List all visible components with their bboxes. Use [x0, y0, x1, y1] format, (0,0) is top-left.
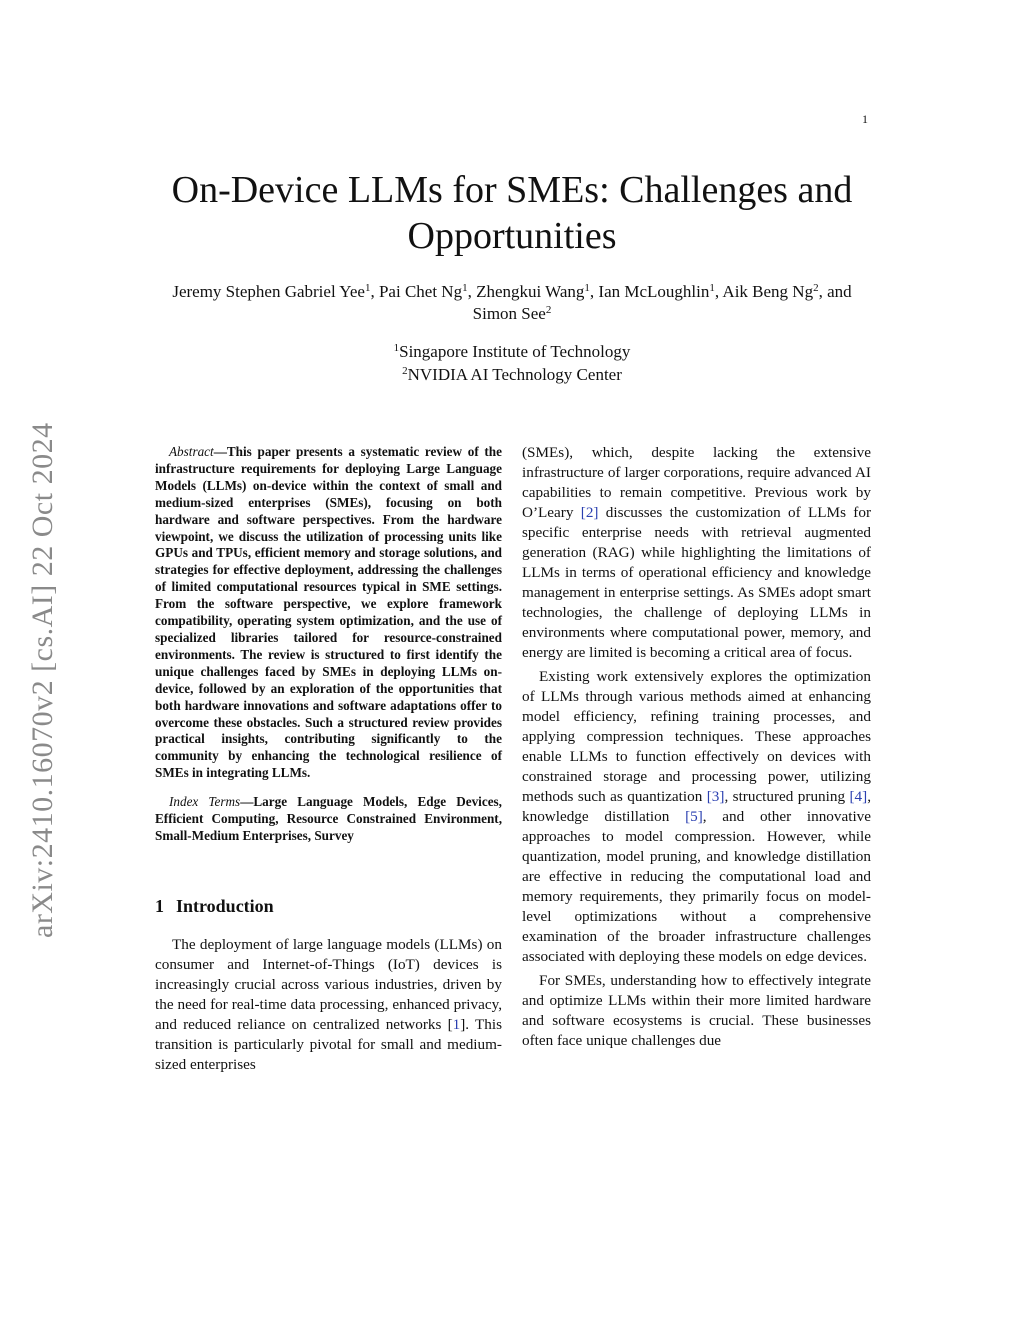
- author: Simon See$^2$: [472, 304, 552, 323]
- section-heading-introduction: 1 Introduction: [155, 895, 274, 916]
- index-terms-label: Index Terms: [169, 794, 241, 810]
- arxiv-identifier-stamp: arXiv:2410.16070v2 [cs.AI] 22 Oct 2024: [26, 422, 59, 938]
- body-paragraph: (SMEs), which, despite lacking the extensive infrastructure of larger corporations, require advanced AI capabilities to remain competitive. Previous work by O’Leary [2] discusses the customization of LLMs for specific enterprise needs with retrieval augmented generation (RAG) while highlighting the limitations of LLMs in terms of operational efficiency and knowledge management in enterprise settings. As SMEs adopt smart technologies, the challenge of deploying LLMs in environments where computational power, memory, and energy are limited is becoming a critical area of focus.: [522, 444, 871, 661]
- right-column: [522, 443, 871, 1051]
- author: Zhengkui Wang$^1$,: [476, 282, 599, 301]
- affiliation: $^1$Singapore Institute of Technology: [393, 342, 631, 361]
- citation-link[interactable]: 1: [452, 1015, 461, 1033]
- abstract-label: Abstract: [169, 444, 214, 459]
- affiliation-list: [150, 340, 874, 386]
- paper-title: On-Device LLMs for SMEs: Challenges and Opportunities: [171, 169, 853, 257]
- page-number: 1: [862, 112, 868, 126]
- abstract-text: —This paper presents a systematic review of the infrastructure requirements for deploying Large Language Models (LLMs) on-device within the context of small and medium-sized enterprises (SMEs), focusing on both hardware and software perspectives. From the hardware viewpoint, we discuss the utilization of processing units like GPUs and TPUs, efficient memory and storage solutions, and strategies for effective deployment, addressing the challenges of limited computational resources typical in SME settings. From the software perspective, we explore framework compatibility, operating system optimization, and the use of specialized libraries tailored for resource-constrained environments. The review is structured to first identify the unique challenges faced by SMEs in deploying LLMs on-device, followed by an exploration of the opportunities that both hardware innovations and software adaptations offer to overcome these obstacles. Such a structured review provides practical insights, contributing significantly to the community by enhancing the technological resilience of SMEs in integrating LLMs.: [155, 444, 502, 781]
- author: Aik Beng Ng$^2$, and: [722, 282, 852, 301]
- citation-link[interactable]: [3]: [706, 788, 725, 805]
- affiliation: $^2$NVIDIA AI Technology Center: [402, 365, 622, 384]
- body-paragraph: Existing work extensively explores the optimization of LLMs through various methods aimed at enhancing model efficiency, refining training processes, and applying compression techniques. These approaches enable LLMs to function effectively on devices with constrained storage and processing power, utilizing methods such as quantization [3], structured pruning [4], knowledge distillation [5], and other innovative approaches to model compression. However, while quantization, model pruning, and knowledge distillation are effective in reducing the computational load and memory requirements, they primarily focus on model-level optimizations without a comprehensive examination of the broader infrastructure challenges associated with deploying these models on edge devices.: [522, 668, 871, 965]
- author-list: [150, 281, 874, 325]
- author: Jeremy Stephen Gabriel Yee$^1$,: [172, 282, 379, 301]
- author: Ian McLoughlin$^1$,: [598, 282, 723, 301]
- abstract: [155, 444, 502, 782]
- index-terms: [155, 794, 502, 845]
- author: Pai Chet Ng$^1$,: [378, 282, 477, 301]
- body-paragraph: For SMEs, understanding how to effectively integrate and optimize LLMs within their more limited hardware and software ecosystems is crucial. These businesses often face unique challenges due: [522, 972, 871, 1049]
- citation-link[interactable]: [5]: [685, 808, 703, 825]
- left-column: [155, 444, 502, 1075]
- introduction-paragraph: The deployment of large language models (LLMs) on consumer and Internet-of-Things (IoT) devices is increasingly crucial across various industries, driven by the need for real-time data processing, enhanced privacy, and reduced reliance on centralized networks [1]. This transition is particularly pivotal for small and medium-sized enterprises: [155, 935, 502, 1073]
- index-terms-text: —Large Language Models, Edge Devices, Efficient Computing, Resource Constrained Environment, Small-Medium Enterprises, Survey: [155, 794, 502, 843]
- citation-link[interactable]: [4]: [849, 788, 868, 805]
- citation-link[interactable]: [2]: [580, 504, 599, 521]
